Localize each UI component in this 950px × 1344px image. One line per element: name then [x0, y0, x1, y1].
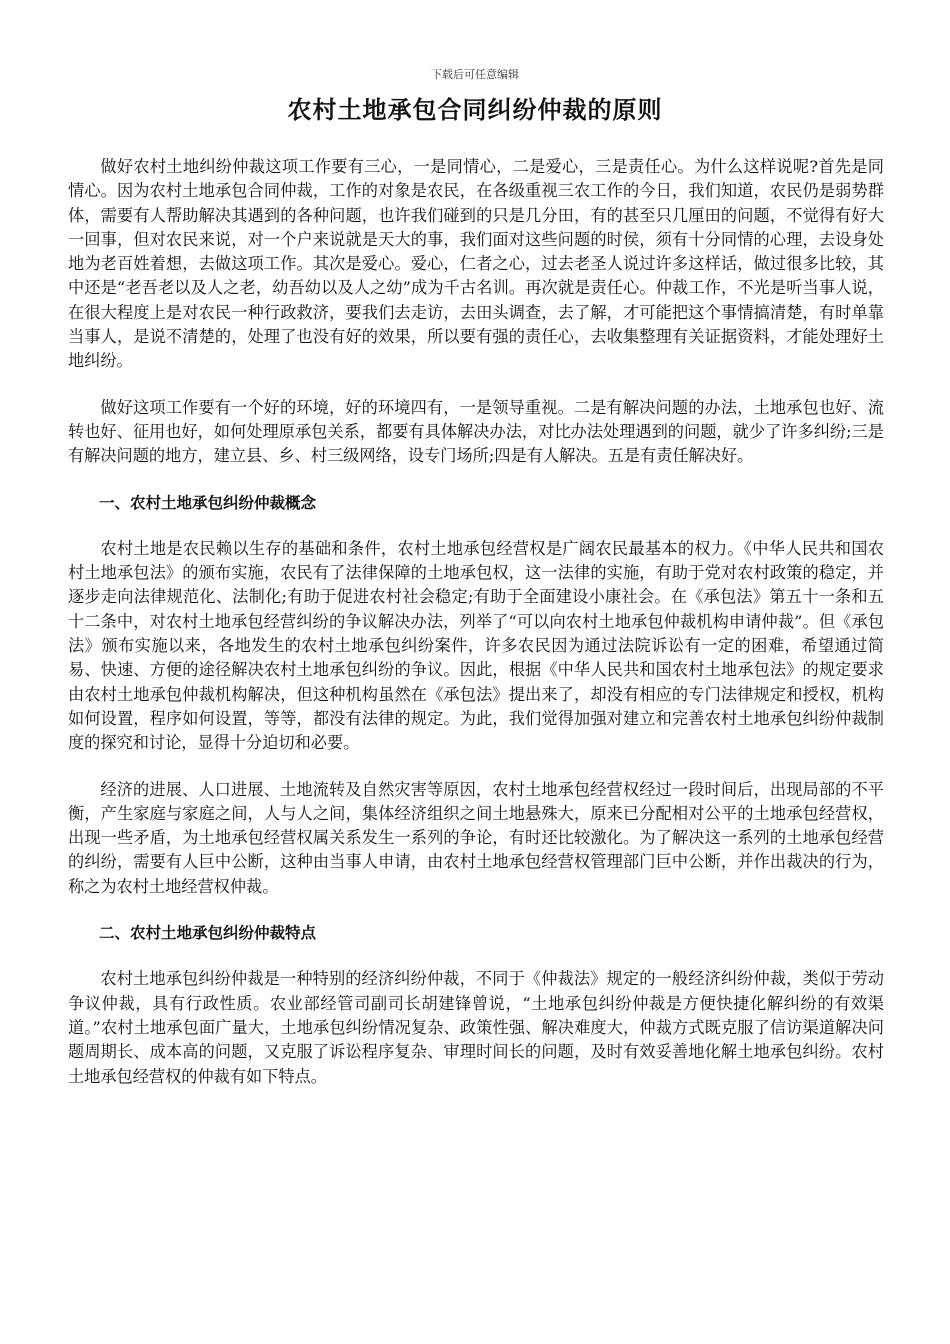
paragraph: 农村土地承包纠纷仲裁是一种特别的经济纠纷仲裁，不同于《仲裁法》规定的一般经济纠纷仲裁，类似于劳动争议仲裁，具有行政性质。农业部经管司副司长胡建锋曾说，“土地承包纠纷仲裁是方便快捷化解纠纷的有效渠道。”农村土地承包面广量大，土地承包纠纷情况复杂、政策性强、解决难度大，仲裁方式既克服了信访渠道解决问题周期长、成本高的问题，又克服了诉讼程序复杂、审理时间长的问题，及时有效妥善地化解土地承包纠纷。农村土地承包经营权的仲裁有如下特点。 — [68, 969, 884, 1086]
paragraph-gap — [68, 899, 884, 921]
paragraph-gap — [68, 515, 884, 537]
paragraph: 经济的进展、人口进展、土地流转及自然灾害等原因，农村土地承包经营权经过一段时间后，出现局部的不平衡，产生家庭与家庭之间，人与人之间，集体经济组织之间土地悬殊大，原来已分配相对公平的土地承包经营权，出现一些矛盾，为土地承包经营权属关系发生一系列的争论，有时还比较激化。为了解决这一系列的土地承包经营的纠纷，需要有人巨中公断，这种由当事人申请，由农村土地承包经营权管理部门巨中公断，并作出裁决的行为，称之为农村土地经营权仲裁。 — [68, 779, 884, 896]
document-body — [68, 155, 884, 1089]
paragraph: 农村土地是农民赖以生存的基础和条件，农村土地承包经营权是广阔农民最基本的权力。《中华人民共和国农村土地承包法》的颁布实施，农民有了法律保障的土地承包权，这一法律的实施，有助于党对农村政策的稳定，并逐步走向法律规范化、法制化;有助于促进农村社会稳定;有助于全面建设小康社会。在《承包法》第五十一条和五十二条中，对农村土地承包经营纠纷的争议解决办法，列举了“可以向农村土地承包仲裁机构申请仲裁”。但《承包法》颁布实施以来，各地发生的农村土地承包纠纷案件，许多农民因为通过法院诉讼有一定的困难，希望通过简易、快速、方便的途径解决农村土地承包纠纷的争议。因此，根据《中华人民共和国农村土地承包法》的规定要求由农村土地承包仲裁机构解决，但这种机构虽然在《承包法》提出来了，却没有相应的专门法律规定和授权，机构如何设置，程序如何设置，等等，都没有法律的规定。为此，我们觉得加强对建立和完善农村土地承包纠纷仲裁制度的探究和讨论，显得十分迫切和必要。 — [68, 538, 884, 753]
document-title: 农村土地承包合同纠纷仲裁的原则 — [287, 96, 663, 124]
paragraph-gap — [68, 945, 884, 967]
section-heading: 二、农村土地承包纠纷仲裁特点 — [99, 924, 317, 943]
paragraph: 做好农村土地纠纷仲裁这项工作要有三心，一是同情心，二是爱心，三是责任心。为什么这样说呢?首先是同情心。因为农村土地承包合同仲裁，工作的对象是农民，在各级重视三农工作的今日，我们知道，农民仍是弱势群体，需要有人帮助解决其遇到的各种问题，也许我们碰到的只是几分田，有的甚至只几厘田的问题，不觉得有好大一回事，但对农民来说，对一个户来说就是天大的事，我们面对这些问题的时侯，须有十分同情的心理，去设身处地为老百姓着想，去做这项工作。其次是爱心。爱心，仁者之心，过去老圣人说过许多这样话，做过很多比较，其中还是“老吾老以及人之老，幼吾幼以及人之幼”成为千古名训。再次就是责任心。仲裁工作，不光是听当事人说，在很大程度上是对农民一种行政救济，要我们去走访，去田头调查，去了解，才可能把这个事情搞清楚，有时单靠当事人，是说不清楚的，处理了也没有好的效果，所以要有强的责任心，去收集整理有关证据资料，才能处理好土地纠纷。 — [68, 157, 884, 371]
header-note: 下载后可任意编辑 — [431, 68, 519, 81]
paragraph-gap — [68, 469, 884, 491]
paragraph-gap — [68, 374, 884, 396]
paragraph: 做好这项工作要有一个好的环境，好的环境四有，一是领导重视。二是有解决问题的办法，土地承包也好、流转也好、征用也好，如何处理原承包关系，都要有具体解决办法，对比办法处理遇到的问题，就少了许多纠纷;三是有解决问题的地方，建立县、乡、村三级网络，设专门场所;四是有人解决。五是有责任解决好。 — [68, 397, 884, 466]
paragraph-gap — [68, 756, 884, 778]
section-heading: 一、农村土地承包纠纷仲裁概念 — [99, 493, 317, 512]
